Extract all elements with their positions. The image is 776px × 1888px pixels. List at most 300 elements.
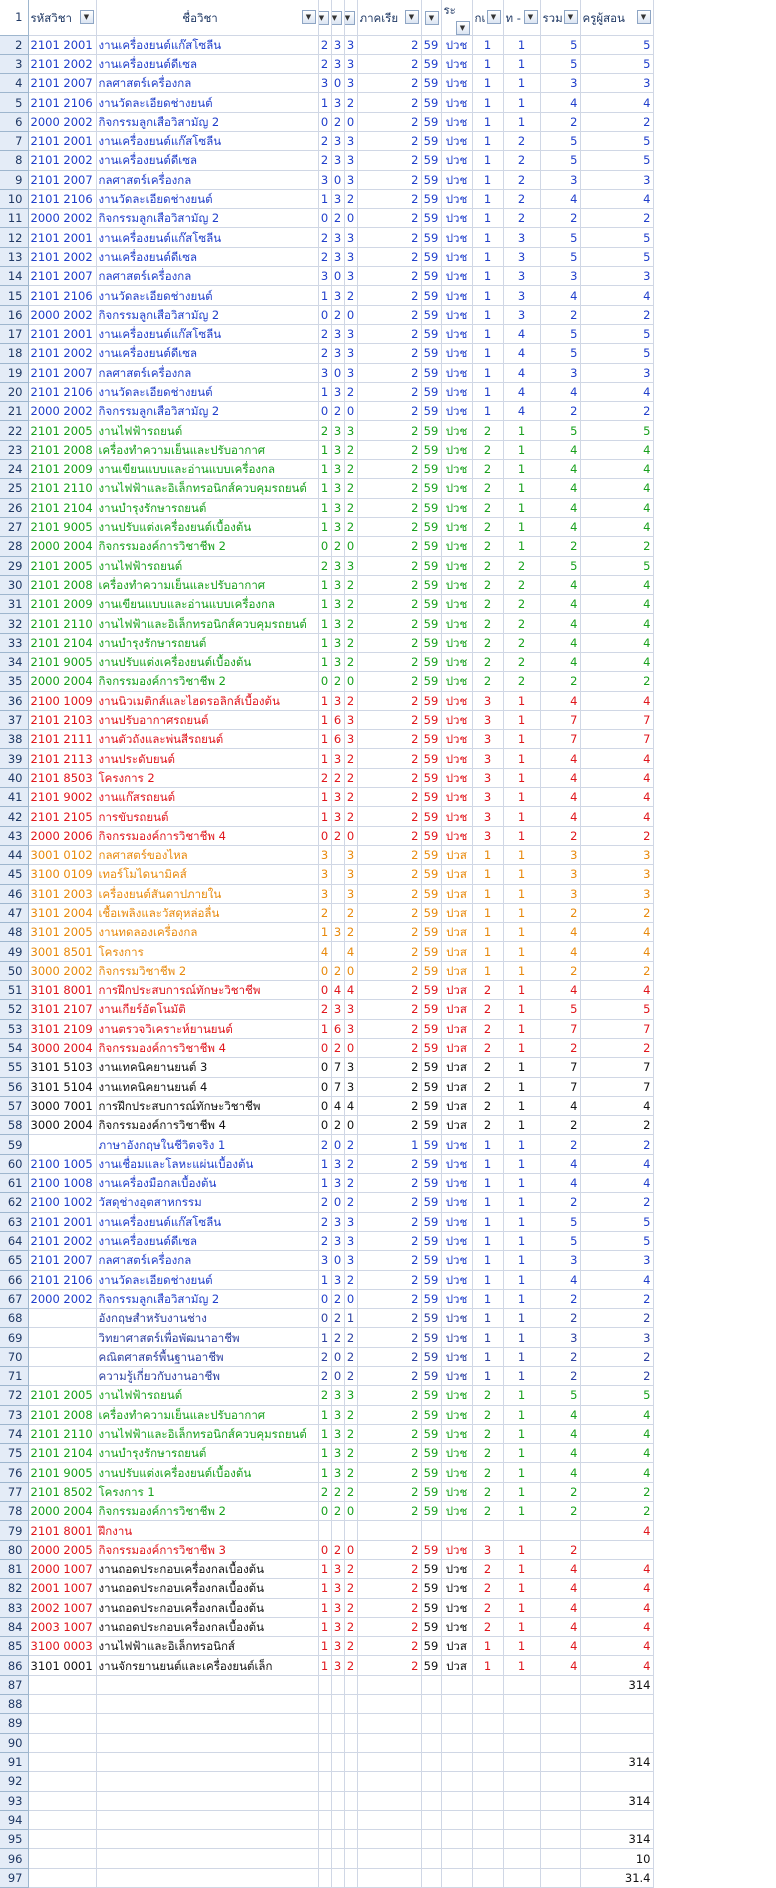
term-cell[interactable]: 2: [357, 498, 421, 517]
row-header[interactable]: 5: [0, 93, 28, 112]
term-cell[interactable]: 2: [357, 1096, 421, 1115]
group-cell[interactable]: 1: [503, 807, 540, 826]
row-header[interactable]: 1: [0, 0, 28, 35]
term-cell[interactable]: 2: [357, 672, 421, 691]
code-cell[interactable]: [28, 1135, 96, 1154]
credit-cell[interactable]: 2: [344, 595, 357, 614]
credit-cell[interactable]: 2: [344, 1444, 357, 1463]
year-cell[interactable]: 59: [421, 1270, 441, 1289]
empty-cell[interactable]: [441, 1733, 472, 1752]
credit-cell[interactable]: 2: [344, 1598, 357, 1617]
credit-cell[interactable]: 2: [344, 1424, 357, 1443]
empty-cell[interactable]: [472, 1714, 503, 1733]
year-cell[interactable]: 59: [421, 1405, 441, 1424]
term-cell[interactable]: 2: [357, 131, 421, 150]
practice-hours-cell[interactable]: 3: [331, 1174, 344, 1193]
row-header[interactable]: 11: [0, 209, 28, 228]
year-level-cell[interactable]: 1: [472, 363, 503, 382]
practice-hours-cell[interactable]: [331, 884, 344, 903]
empty-cell[interactable]: [540, 1714, 580, 1733]
total-cell[interactable]: 4: [580, 633, 653, 652]
credit-cell[interactable]: 2: [344, 653, 357, 672]
col-header-c3[interactable]: [344, 0, 357, 35]
name-cell[interactable]: กลศาสตร์ของไหล: [96, 845, 318, 864]
code-cell[interactable]: 2101 2106: [28, 286, 96, 305]
lecture-hours-cell[interactable]: 1: [318, 595, 331, 614]
name-cell[interactable]: วัสดุช่างอุตสาหกรรม: [96, 1193, 318, 1212]
group-cell[interactable]: 1: [503, 1000, 540, 1019]
row-header[interactable]: 9: [0, 170, 28, 189]
year-cell[interactable]: 59: [421, 1559, 441, 1578]
term-cell[interactable]: 2: [357, 228, 421, 247]
group-cell[interactable]: 1: [503, 537, 540, 556]
year-level-cell[interactable]: 1: [472, 324, 503, 343]
year-level-cell[interactable]: 1: [472, 189, 503, 208]
row-header[interactable]: 67: [0, 1289, 28, 1308]
lecture-hours-cell[interactable]: 1: [318, 614, 331, 633]
lecture-hours-cell[interactable]: 2: [318, 1482, 331, 1501]
code-cell[interactable]: 2101 2002: [28, 1231, 96, 1250]
group-cell[interactable]: 1: [503, 1174, 540, 1193]
lecture-hours-cell[interactable]: 1: [318, 382, 331, 401]
total-cell[interactable]: 10: [580, 1849, 653, 1868]
row-header[interactable]: 89: [0, 1714, 28, 1733]
credit-cell[interactable]: 3: [344, 845, 357, 864]
row-header[interactable]: 27: [0, 517, 28, 536]
year-cell[interactable]: 59: [421, 845, 441, 864]
lecture-hours-cell[interactable]: 2: [318, 35, 331, 54]
level-cell[interactable]: ปวช: [441, 517, 472, 536]
year-cell[interactable]: 59: [421, 460, 441, 479]
row-header[interactable]: 39: [0, 749, 28, 768]
term-cell[interactable]: 2: [357, 35, 421, 54]
row-header[interactable]: 4: [0, 74, 28, 93]
year-cell[interactable]: 59: [421, 247, 441, 266]
lecture-hours-cell[interactable]: 2: [318, 1000, 331, 1019]
group-cell[interactable]: 4: [503, 402, 540, 421]
row-header[interactable]: 25: [0, 479, 28, 498]
year-level-cell[interactable]: 2: [472, 1502, 503, 1521]
term-cell[interactable]: 2: [357, 653, 421, 672]
practice-hours-cell[interactable]: 3: [331, 151, 344, 170]
level-cell[interactable]: ปวส: [441, 1637, 472, 1656]
empty-cell[interactable]: [331, 1714, 344, 1733]
year-cell[interactable]: 59: [421, 1347, 441, 1366]
total-cell[interactable]: 5: [580, 421, 653, 440]
group-cell[interactable]: 2: [503, 151, 540, 170]
hours-cell[interactable]: 4: [540, 1154, 580, 1173]
total-cell[interactable]: 5: [580, 1231, 653, 1250]
row-header[interactable]: 53: [0, 1019, 28, 1038]
practice-hours-cell[interactable]: 3: [331, 517, 344, 536]
lecture-hours-cell[interactable]: 1: [318, 749, 331, 768]
hours-cell[interactable]: 3: [540, 74, 580, 93]
credit-cell[interactable]: 0: [344, 1116, 357, 1135]
practice-hours-cell[interactable]: 3: [331, 653, 344, 672]
year-level-cell[interactable]: 2: [472, 981, 503, 1000]
name-cell[interactable]: งานไฟฟ้ารถยนต์: [96, 1386, 318, 1405]
credit-cell[interactable]: 3: [344, 151, 357, 170]
hours-cell[interactable]: 7: [540, 730, 580, 749]
empty-cell[interactable]: [28, 1733, 96, 1752]
name-cell[interactable]: งานเกียร์อัตโนมัติ: [96, 1000, 318, 1019]
credit-cell[interactable]: 2: [344, 1347, 357, 1366]
total-cell[interactable]: 314: [580, 1791, 653, 1810]
level-cell[interactable]: ปวช: [441, 1193, 472, 1212]
col-header-teacher[interactable]: [580, 0, 653, 35]
credit-cell[interactable]: 2: [344, 614, 357, 633]
level-cell[interactable]: ปวช: [441, 1309, 472, 1328]
col-header-level[interactable]: [441, 0, 472, 35]
level-cell[interactable]: ปวช: [441, 440, 472, 459]
practice-hours-cell[interactable]: 3: [331, 1617, 344, 1636]
total-cell[interactable]: 2: [580, 826, 653, 845]
group-cell[interactable]: 1: [503, 1347, 540, 1366]
col-header-sum[interactable]: [540, 0, 580, 35]
level-cell[interactable]: ปวช: [441, 1154, 472, 1173]
row-header[interactable]: 23: [0, 440, 28, 459]
level-cell[interactable]: ปวส: [441, 1000, 472, 1019]
hours-cell[interactable]: 4: [540, 498, 580, 517]
year-level-cell[interactable]: 1: [472, 942, 503, 961]
year-cell[interactable]: 59: [421, 1579, 441, 1598]
code-cell[interactable]: 3000 2002: [28, 961, 96, 980]
name-cell[interactable]: งานบำรุงรักษารถยนต์: [96, 498, 318, 517]
term-cell[interactable]: 2: [357, 768, 421, 787]
row-header[interactable]: 31: [0, 595, 28, 614]
credit-cell[interactable]: 2: [344, 1328, 357, 1347]
total-cell[interactable]: 5: [580, 324, 653, 343]
hours-cell[interactable]: 5: [540, 1212, 580, 1231]
credit-cell[interactable]: 3: [344, 421, 357, 440]
year-cell[interactable]: 59: [421, 691, 441, 710]
row-header[interactable]: 20: [0, 382, 28, 401]
group-cell[interactable]: 1: [503, 1058, 540, 1077]
total-cell[interactable]: 2: [580, 1116, 653, 1135]
code-cell[interactable]: 2101 2009: [28, 460, 96, 479]
term-cell[interactable]: 2: [357, 903, 421, 922]
level-cell[interactable]: ปวช: [441, 93, 472, 112]
year-cell[interactable]: 59: [421, 884, 441, 903]
empty-cell[interactable]: [472, 1733, 503, 1752]
year-level-cell[interactable]: 2: [472, 595, 503, 614]
name-cell[interactable]: งานถอดประกอบเครื่องกลเบื้องต้น: [96, 1559, 318, 1578]
group-cell[interactable]: 1: [503, 35, 540, 54]
credit-cell[interactable]: 2: [344, 633, 357, 652]
hours-cell[interactable]: 2: [540, 305, 580, 324]
code-cell[interactable]: 2000 2005: [28, 1540, 96, 1559]
empty-cell[interactable]: [318, 1830, 331, 1849]
empty-cell[interactable]: [318, 1868, 331, 1887]
level-cell[interactable]: ปวช: [441, 730, 472, 749]
name-cell[interactable]: งานแก๊สรถยนต์: [96, 788, 318, 807]
level-cell[interactable]: ปวส: [441, 865, 472, 884]
term-cell[interactable]: 2: [357, 884, 421, 903]
year-cell[interactable]: 59: [421, 1251, 441, 1270]
lecture-hours-cell[interactable]: 0: [318, 1077, 331, 1096]
empty-cell[interactable]: [503, 1849, 540, 1868]
col-header-name[interactable]: [96, 0, 318, 35]
code-cell[interactable]: 2101 2002: [28, 344, 96, 363]
total-cell[interactable]: 4: [580, 942, 653, 961]
row-header[interactable]: 37: [0, 710, 28, 729]
credit-cell[interactable]: 0: [344, 1502, 357, 1521]
empty-cell[interactable]: [28, 1695, 96, 1714]
term-cell[interactable]: 2: [357, 1058, 421, 1077]
row-header[interactable]: 35: [0, 672, 28, 691]
name-cell[interactable]: กลศาสตร์เครื่องกล: [96, 74, 318, 93]
term-cell[interactable]: 2: [357, 788, 421, 807]
practice-hours-cell[interactable]: 2: [331, 305, 344, 324]
total-cell[interactable]: 4: [580, 614, 653, 633]
practice-hours-cell[interactable]: 3: [331, 1637, 344, 1656]
row-header[interactable]: 41: [0, 788, 28, 807]
term-cell[interactable]: 2: [357, 209, 421, 228]
total-cell[interactable]: 2: [580, 1135, 653, 1154]
lecture-hours-cell[interactable]: 0: [318, 402, 331, 421]
empty-cell[interactable]: [318, 1772, 331, 1791]
row-header[interactable]: 91: [0, 1752, 28, 1771]
practice-hours-cell[interactable]: 3: [331, 460, 344, 479]
hours-cell[interactable]: 4: [540, 1579, 580, 1598]
code-cell[interactable]: 3101 2107: [28, 1000, 96, 1019]
row-header[interactable]: 96: [0, 1849, 28, 1868]
empty-cell[interactable]: [344, 1849, 357, 1868]
total-cell[interactable]: 4: [580, 286, 653, 305]
empty-cell[interactable]: [318, 1849, 331, 1868]
year-cell[interactable]: 59: [421, 923, 441, 942]
lecture-hours-cell[interactable]: 2: [318, 1193, 331, 1212]
lecture-hours-cell[interactable]: 1: [318, 1328, 331, 1347]
empty-cell[interactable]: [28, 1714, 96, 1733]
name-cell[interactable]: งานเครื่องยนต์ดีเซล: [96, 247, 318, 266]
name-cell[interactable]: กิจกรรมวิชาชีพ 2: [96, 961, 318, 980]
practice-hours-cell[interactable]: 2: [331, 961, 344, 980]
practice-hours-cell[interactable]: 3: [331, 1656, 344, 1675]
name-cell[interactable]: คณิตศาสตร์พื้นฐานอาชีพ: [96, 1347, 318, 1366]
year-cell[interactable]: 59: [421, 749, 441, 768]
level-cell[interactable]: ปวช: [441, 151, 472, 170]
term-cell[interactable]: 2: [357, 286, 421, 305]
year-cell[interactable]: 59: [421, 1540, 441, 1559]
group-cell[interactable]: 2: [503, 614, 540, 633]
practice-hours-cell[interactable]: 3: [331, 1463, 344, 1482]
level-cell[interactable]: ปวส: [441, 1656, 472, 1675]
level-cell[interactable]: ปวช: [441, 1482, 472, 1501]
year-cell[interactable]: 59: [421, 209, 441, 228]
group-cell[interactable]: 1: [503, 1328, 540, 1347]
empty-cell[interactable]: [344, 1733, 357, 1752]
year-level-cell[interactable]: 1: [472, 228, 503, 247]
name-cell[interactable]: งานวัดละเอียดช่างยนต์: [96, 286, 318, 305]
practice-hours-cell[interactable]: 3: [331, 440, 344, 459]
total-cell[interactable]: 3: [580, 74, 653, 93]
level-cell[interactable]: ปวช: [441, 1559, 472, 1578]
year-cell[interactable]: 59: [421, 1656, 441, 1675]
group-cell[interactable]: 3: [503, 286, 540, 305]
empty-cell[interactable]: [28, 1752, 96, 1771]
credit-cell[interactable]: 2: [344, 479, 357, 498]
group-cell[interactable]: 2: [503, 595, 540, 614]
name-cell[interactable]: งานปรับแต่งเครื่องยนต์เบื้องต้น: [96, 517, 318, 536]
level-cell[interactable]: ปวช: [441, 286, 472, 305]
total-cell[interactable]: 5: [580, 228, 653, 247]
group-cell[interactable]: 1: [503, 1637, 540, 1656]
name-cell[interactable]: กิจกรรมลูกเสือวิสามัญ 2: [96, 112, 318, 131]
empty-cell[interactable]: [357, 1849, 421, 1868]
empty-cell[interactable]: [503, 1791, 540, 1810]
level-cell[interactable]: ปวช: [441, 1463, 472, 1482]
total-cell[interactable]: 2: [580, 1347, 653, 1366]
total-cell[interactable]: 4: [580, 691, 653, 710]
name-cell[interactable]: ความรู้เกี่ยวกับงานอาชีพ: [96, 1366, 318, 1385]
year-level-cell[interactable]: 2: [472, 1116, 503, 1135]
lecture-hours-cell[interactable]: 2: [318, 1135, 331, 1154]
group-cell[interactable]: 1: [503, 460, 540, 479]
hours-cell[interactable]: 2: [540, 961, 580, 980]
year-level-cell[interactable]: 1: [472, 1135, 503, 1154]
practice-hours-cell[interactable]: 2: [331, 826, 344, 845]
year-cell[interactable]: 59: [421, 93, 441, 112]
practice-hours-cell[interactable]: 0: [331, 74, 344, 93]
level-cell[interactable]: ปวช: [441, 1135, 472, 1154]
year-level-cell[interactable]: 2: [472, 672, 503, 691]
level-cell[interactable]: ปวช: [441, 1251, 472, 1270]
name-cell[interactable]: งานตัวถังและพ่นสีรถยนต์: [96, 730, 318, 749]
total-cell[interactable]: [580, 1733, 653, 1752]
year-level-cell[interactable]: 1: [472, 1309, 503, 1328]
name-cell[interactable]: งานเครื่องมือกลเบื้องต้น: [96, 1174, 318, 1193]
year-level-cell[interactable]: 2: [472, 1096, 503, 1115]
group-cell[interactable]: 1: [503, 93, 540, 112]
group-cell[interactable]: 1: [503, 884, 540, 903]
row-header[interactable]: 7: [0, 131, 28, 150]
name-cell[interactable]: งานตรวจวิเคราะห์ยานยนต์: [96, 1019, 318, 1038]
empty-cell[interactable]: [28, 1675, 96, 1694]
credit-cell[interactable]: 0: [344, 402, 357, 421]
group-cell[interactable]: 1: [503, 1212, 540, 1231]
empty-cell[interactable]: [472, 1772, 503, 1791]
filter-dropdown-icon[interactable]: ▼: [405, 10, 419, 24]
group-cell[interactable]: 2: [503, 633, 540, 652]
total-cell[interactable]: 4: [580, 1559, 653, 1578]
term-cell[interactable]: 2: [357, 1579, 421, 1598]
name-cell[interactable]: งานถอดประกอบเครื่องกลเบื้องต้น: [96, 1617, 318, 1636]
lecture-hours-cell[interactable]: 1: [318, 1656, 331, 1675]
group-cell[interactable]: 1: [503, 826, 540, 845]
empty-cell[interactable]: [318, 1714, 331, 1733]
total-cell[interactable]: 4: [580, 1521, 653, 1540]
name-cell[interactable]: งานไฟฟ้าและอิเล็กทรอนิกส์ควบคุมรถยนต์: [96, 1424, 318, 1443]
filter-dropdown-icon[interactable]: ▼: [637, 10, 651, 24]
empty-cell[interactable]: [96, 1752, 318, 1771]
year-level-cell[interactable]: 3: [472, 710, 503, 729]
total-cell[interactable]: 5: [580, 1212, 653, 1231]
year-cell[interactable]: 59: [421, 1502, 441, 1521]
level-cell[interactable]: ปวช: [441, 1231, 472, 1250]
col-header-c1[interactable]: [318, 0, 331, 35]
lecture-hours-cell[interactable]: 2: [318, 903, 331, 922]
year-level-cell[interactable]: 3: [472, 807, 503, 826]
year-level-cell[interactable]: 2: [472, 1405, 503, 1424]
hours-cell[interactable]: 2: [540, 1502, 580, 1521]
total-cell[interactable]: 4: [580, 479, 653, 498]
year-cell[interactable]: 59: [421, 1463, 441, 1482]
empty-cell[interactable]: [421, 1849, 441, 1868]
code-cell[interactable]: 3101 2003: [28, 884, 96, 903]
group-cell[interactable]: 3: [503, 267, 540, 286]
credit-cell[interactable]: 3: [344, 1251, 357, 1270]
hours-cell[interactable]: 4: [540, 1424, 580, 1443]
year-level-cell[interactable]: 1: [472, 286, 503, 305]
row-header[interactable]: 64: [0, 1231, 28, 1250]
hours-cell[interactable]: 4: [540, 1405, 580, 1424]
practice-hours-cell[interactable]: 3: [331, 614, 344, 633]
empty-cell[interactable]: [357, 1733, 421, 1752]
practice-hours-cell[interactable]: 0: [331, 170, 344, 189]
empty-cell[interactable]: [318, 1733, 331, 1752]
level-cell[interactable]: ปวช: [441, 324, 472, 343]
row-header[interactable]: 19: [0, 363, 28, 382]
name-cell[interactable]: งานเครื่องยนต์แก๊สโซลีน: [96, 228, 318, 247]
year-level-cell[interactable]: 1: [472, 1270, 503, 1289]
term-cell[interactable]: 2: [357, 363, 421, 382]
empty-cell[interactable]: [318, 1752, 331, 1771]
row-header[interactable]: 70: [0, 1347, 28, 1366]
total-cell[interactable]: 4: [580, 1405, 653, 1424]
code-cell[interactable]: 3101 2004: [28, 903, 96, 922]
name-cell[interactable]: เชื้อเพลิงและวัสดุหล่อลื่น: [96, 903, 318, 922]
empty-cell[interactable]: [472, 1830, 503, 1849]
practice-hours-cell[interactable]: 3: [331, 498, 344, 517]
hours-cell[interactable]: 5: [540, 54, 580, 73]
lecture-hours-cell[interactable]: 3: [318, 1251, 331, 1270]
name-cell[interactable]: งานเทคนิคยานยนต์ 4: [96, 1077, 318, 1096]
code-cell[interactable]: 2000 2004: [28, 537, 96, 556]
year-level-cell[interactable]: 1: [472, 903, 503, 922]
hours-cell[interactable]: 4: [540, 633, 580, 652]
practice-hours-cell[interactable]: 3: [331, 1154, 344, 1173]
practice-hours-cell[interactable]: 3: [331, 1444, 344, 1463]
code-cell[interactable]: 2101 2110: [28, 614, 96, 633]
total-cell[interactable]: 4: [580, 807, 653, 826]
year-level-cell[interactable]: 1: [472, 402, 503, 421]
empty-cell[interactable]: [28, 1791, 96, 1810]
code-cell[interactable]: 3001 0102: [28, 845, 96, 864]
credit-cell[interactable]: 0: [344, 961, 357, 980]
row-header[interactable]: 76: [0, 1463, 28, 1482]
empty-cell[interactable]: [421, 1733, 441, 1752]
empty-cell[interactable]: [503, 1695, 540, 1714]
year-level-cell[interactable]: 2: [472, 1559, 503, 1578]
lecture-hours-cell[interactable]: 1: [318, 189, 331, 208]
empty-cell[interactable]: [441, 1868, 472, 1887]
credit-cell[interactable]: 2: [344, 440, 357, 459]
year-cell[interactable]: 59: [421, 517, 441, 536]
row-header[interactable]: 59: [0, 1135, 28, 1154]
year-level-cell[interactable]: 1: [472, 1231, 503, 1250]
name-cell[interactable]: การขับรถยนต์: [96, 807, 318, 826]
lecture-hours-cell[interactable]: 2: [318, 556, 331, 575]
year-level-cell[interactable]: 2: [472, 575, 503, 594]
empty-cell[interactable]: [421, 1868, 441, 1887]
total-cell[interactable]: 3: [580, 865, 653, 884]
name-cell[interactable]: กลศาสตร์เครื่องกล: [96, 363, 318, 382]
lecture-hours-cell[interactable]: 1: [318, 633, 331, 652]
total-cell[interactable]: 4: [580, 1637, 653, 1656]
name-cell[interactable]: งานเครื่องยนต์แก๊สโซลีน: [96, 1212, 318, 1231]
hours-cell[interactable]: 2: [540, 1193, 580, 1212]
